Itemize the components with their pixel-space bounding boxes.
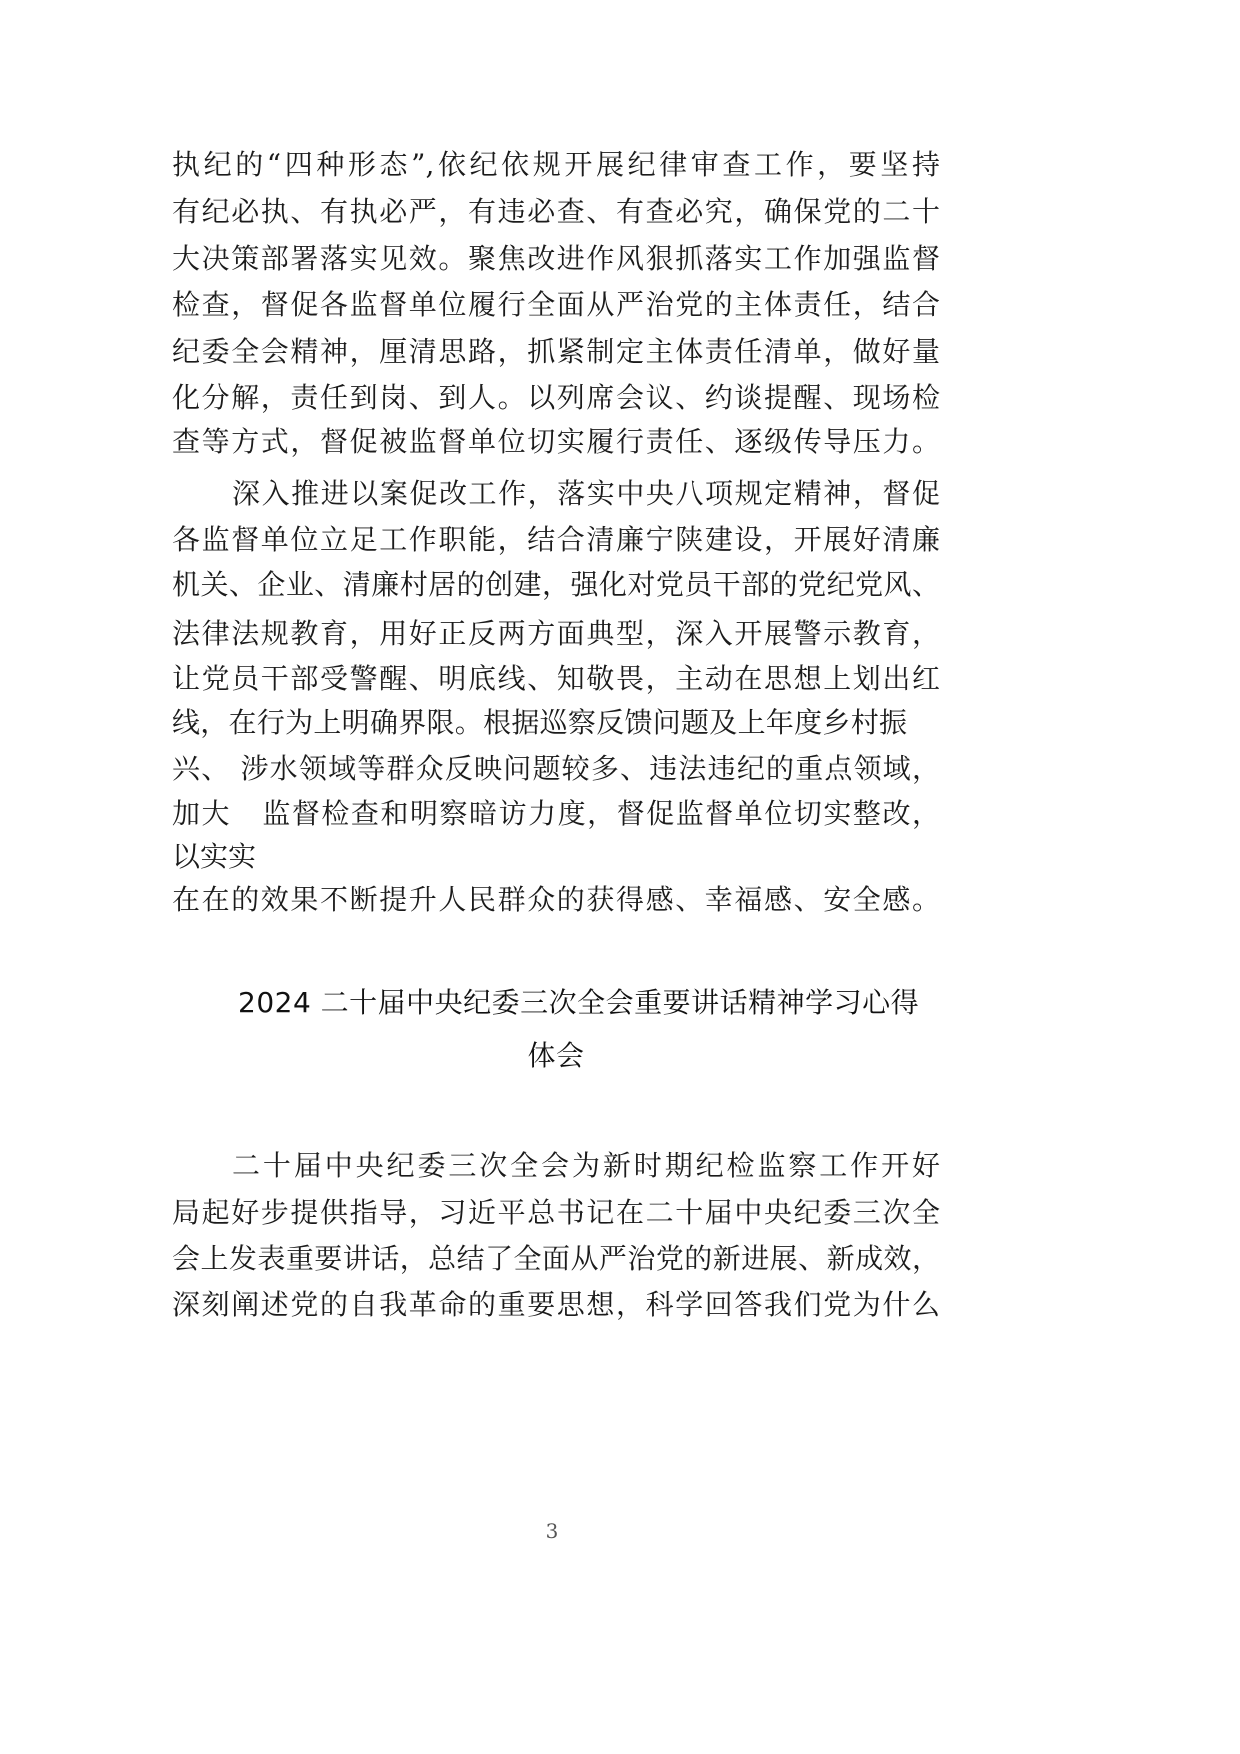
text-line: 深刻阐述党的自我革命的重要思想，科学回答我们党为什么 — [172, 1288, 940, 1321]
text-line: 化分解，责任到岗、到人。以列席会议、约谈提醒、现场检 — [172, 381, 940, 414]
text-line: 检查，督促各监督单位履行全面从严治党的主体责任，结合 — [172, 288, 940, 321]
text-line: 纪委全会精神，厘清思路，抓紧制定主体责任清单，做好量 — [172, 335, 940, 368]
page-number: 3 — [545, 1519, 559, 1543]
text-line: 法律法规教育，用好正反两方面典型，深入开展警示教育， — [172, 617, 940, 650]
text-line: 以实实 — [172, 840, 257, 873]
text-line: 大决策部署落实见效。聚焦改进作风狠抓落实工作加强监督 — [172, 242, 940, 275]
text-line: 会上发表重要讲话，总结了全面从严治党的新进展、新成效， — [172, 1242, 940, 1275]
text-line: 有纪必执、有执必严，有违必查、有查必究，确保党的二十 — [172, 195, 940, 228]
section-title-line: 2024 二十届中央纪委三次全会重要讲话精神学习心得 — [238, 986, 920, 1019]
text-line: 二十届中央纪委三次全会为新时期纪检监察工作开好 — [232, 1149, 940, 1182]
text-line: 加大 监督检查和明察暗访力度，督促监督单位切实整改， — [172, 797, 940, 830]
text-line: 机关、企业、清廉村居的创建，强化对党员干部的党纪党风、 — [172, 568, 940, 601]
text-line: 局起好步提供指导，习近平总书记在二十届中央纪委三次全 — [172, 1196, 940, 1229]
text-line: 在在的效果不断提升人民群众的获得感、幸福感、安全感。 — [172, 883, 940, 916]
text-line: 各监督单位立足工作职能，结合清廉宁陕建设，开展好清廉 — [172, 523, 940, 556]
section-title-line: 体会 — [527, 1039, 585, 1072]
text-line: 查等方式，督促被监督单位切实履行责任、逐级传导压力。 — [172, 425, 940, 458]
text-line: 兴、 涉水领域等群众反映问题较多、违法违纪的重点领域， — [172, 752, 940, 785]
text-line: 执纪的“四种形态”,依纪依规开展纪律审查工作，要坚持 — [172, 148, 940, 181]
text-line: 线，在行为上明确界限。根据巡察反馈问题及上年度乡村振 — [172, 706, 907, 739]
text-line: 让党员干部受警醒、明底线、知敬畏，主动在思想上划出红 — [172, 662, 940, 695]
text-line: 深入推进以案促改工作，落实中央八项规定精神，督促 — [232, 477, 940, 510]
